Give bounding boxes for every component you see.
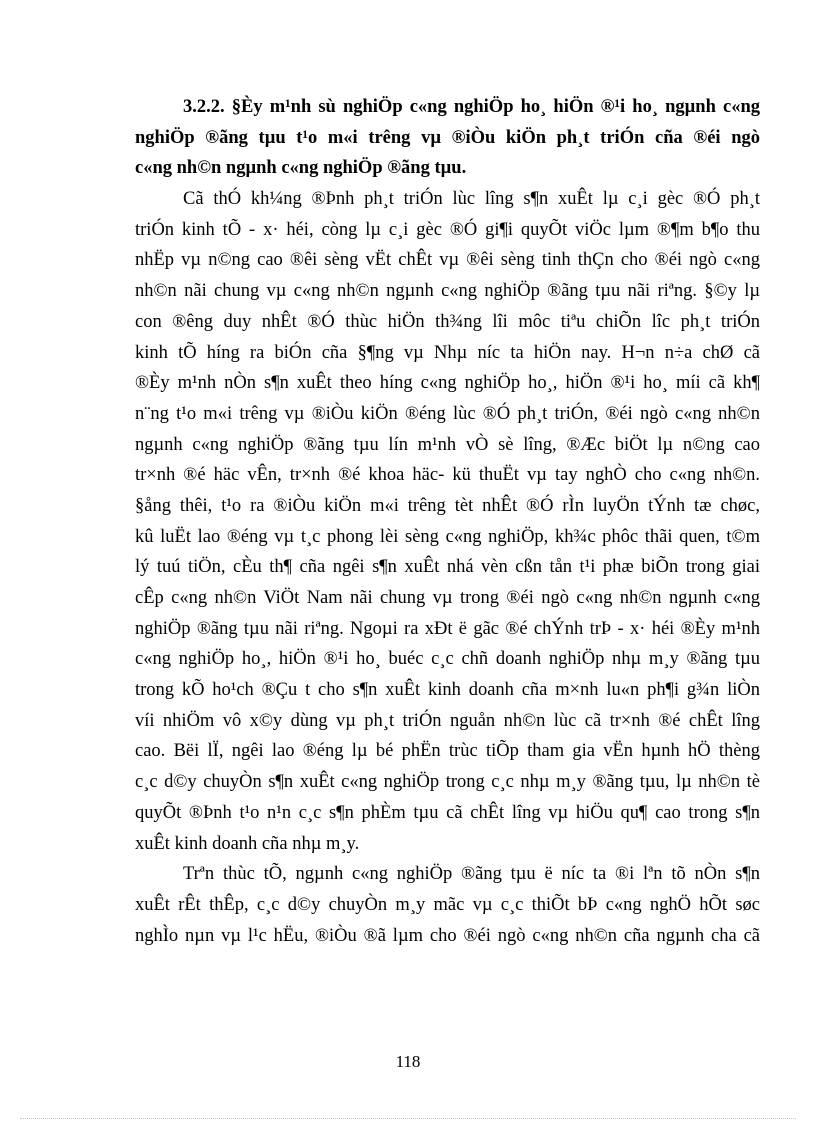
text-line: n¨ng t¹o m«i trêng vµ ®iÒu kiÖn ®éng lùc ®Ó ph¸t triÓn, ®éi ngò c«ng nh©n — [135, 403, 760, 424]
text-line: víi nhiÖm vô x©y dùng vµ ph¸t triÓn nguån nh©n lùc cã tr×nh ®é chÊt lîng — [135, 710, 760, 731]
text-line: Cã thÓ kh¼ng ®Þnh ph¸t triÓn lùc lîng s¶n xuÊt lµ c¸i gèc ®Ó ph¸t — [183, 189, 760, 210]
page-number: 118 — [395, 1052, 421, 1071]
text-line: lý tuú tiÖn, cÈu th¶ cña ngêi s¶n xuÊt nhá vèn cßn tån t¹i phæ biÕn trong giai — [135, 557, 760, 578]
body-text — [135, 92, 760, 951]
paragraph-2 — [135, 859, 760, 951]
section-heading — [135, 92, 760, 184]
text-line: c¸c d©y chuyÒn s¶n xuÊt c«ng nghiÖp trong c¸c nhµ m¸y ®ãng tµu, lµ nh©n tè — [135, 772, 760, 793]
text-line: trong kÕ ho¹ch ®Çu t cho s¶n xuÊt kinh doanh cña m×nh lu«n ph¶i g¾n liÒn — [135, 680, 760, 701]
text-line: xuÊt kinh doanh cña nhµ m¸y. — [135, 833, 360, 854]
text-line: ngµnh c«ng nghiÖp ®ãng tµu lín m¹nh vÒ sè lîng, ®Æc biÖt lµ n©ng cao — [135, 434, 760, 455]
text-line: cÊp c«ng nh©n ViÖt Nam nãi chung vµ trong ®éi ngò c«ng nh©n ngµnh c«ng — [135, 588, 760, 608]
text-line: triÓn kinh tÕ - x· héi, còng lµ c¸i gèc ®Ó gi¶i quyÕt viÖc lµm ®¶m b¶o thu — [135, 219, 760, 240]
text-line: ®Èy m¹nh nÒn s¶n xuÊt theo híng c«ng nghiÖp ho¸, hiÖn ®¹i ho¸ míi cã kh¶ — [135, 373, 760, 394]
heading-line: 3.2.2. §Èy m¹nh sù nghiÖp c«ng nghiÖp ho¸ hiÖn ®¹i ho¸ ngµnh c«ng — [183, 97, 760, 117]
text-line: xuÊt rÊt thÊp, c¸c d©y chuyÒn m¸y mãc vµ c¸c thiÕt bÞ c«ng nghÖ hÕt søc — [135, 894, 760, 915]
paragraph-1 — [135, 184, 760, 859]
heading-line: nghiÖp ®ãng tµu t¹o m«i trêng vµ ®iÒu kiÖn ph¸t triÓn cña ®éi ngò — [135, 127, 760, 148]
page-bottom-divider — [20, 1118, 796, 1119]
text-line: c«ng nghiÖp ho¸, hiÖn ®¹i ho¸ buéc c¸c chñ doanh nghiÖp nhµ m¸y ®ãng tµu — [135, 649, 760, 670]
text-line: nghiÖp ®ãng tµu nãi riªng. Ngoµi ra xÐt ë gãc ®é chÝnh trÞ - x· héi ®Èy m¹nh — [135, 618, 760, 639]
text-line: tr×nh ®é häc vÊn, tr×nh ®é khoa häc- kü thuËt vµ tay nghÒ cho c«ng nh©n. — [135, 465, 760, 486]
text-line: nh©n nãi chung vµ c«ng nh©n ngµnh c«ng nghiÖp ®ãng tµu nãi riªng. §©y lµ — [135, 281, 760, 302]
text-line: con ®êng duy nhÊt ®Ó thùc hiÖn th¾ng lîi môc tiªu chiÕn lîc ph¸t triÓn — [135, 311, 760, 332]
text-line: kû luËt lao ®éng vµ t¸c phong lèi sèng c«ng nghiÖp, kh¾c phôc thãi quen, t©m — [135, 526, 760, 547]
heading-line: c«ng nh©n ngµnh c«ng nghiÖp ®ãng tµu. — [135, 158, 467, 179]
text-line: nghÌo nµn vµ l¹c hËu, ®iÒu ®ã lµm cho ®éi ngò c«ng nh©n cña ngµnh cha cã — [135, 925, 760, 946]
text-line: §ång thêi, t¹o ra ®iÒu kiÖn m«i trêng tèt nhÊt ®Ó rÌn luyÖn tÝnh tæ chøc, — [135, 495, 760, 516]
text-line: cao. Bëi lÏ, ngêi lao ®éng lµ bé phËn trùc tiÕp tham gia vËn hµnh hÖ thèng — [135, 741, 760, 762]
text-line: kinh tÕ híng ra biÓn cña §¶ng vµ Nhµ níc ta hiÖn nay. H¬n n÷a chØ cã — [135, 342, 760, 363]
text-line: Trªn thùc tÕ, ngµnh c«ng nghiÖp ®ãng tµu ë níc ta ®i lªn tõ nÒn s¶n — [183, 864, 760, 885]
text-line: nhËp vµ n©ng cao ®êi sèng vËt chÊt vµ ®êi sèng tinh thÇn cho ®éi ngò c«ng — [135, 250, 760, 271]
text-line: quyÕt ®Þnh t¹o n¹n c¸c s¶n phÈm tµu cã chÊt lîng vµ hiÖu qu¶ cao trong s¶n — [135, 802, 760, 823]
